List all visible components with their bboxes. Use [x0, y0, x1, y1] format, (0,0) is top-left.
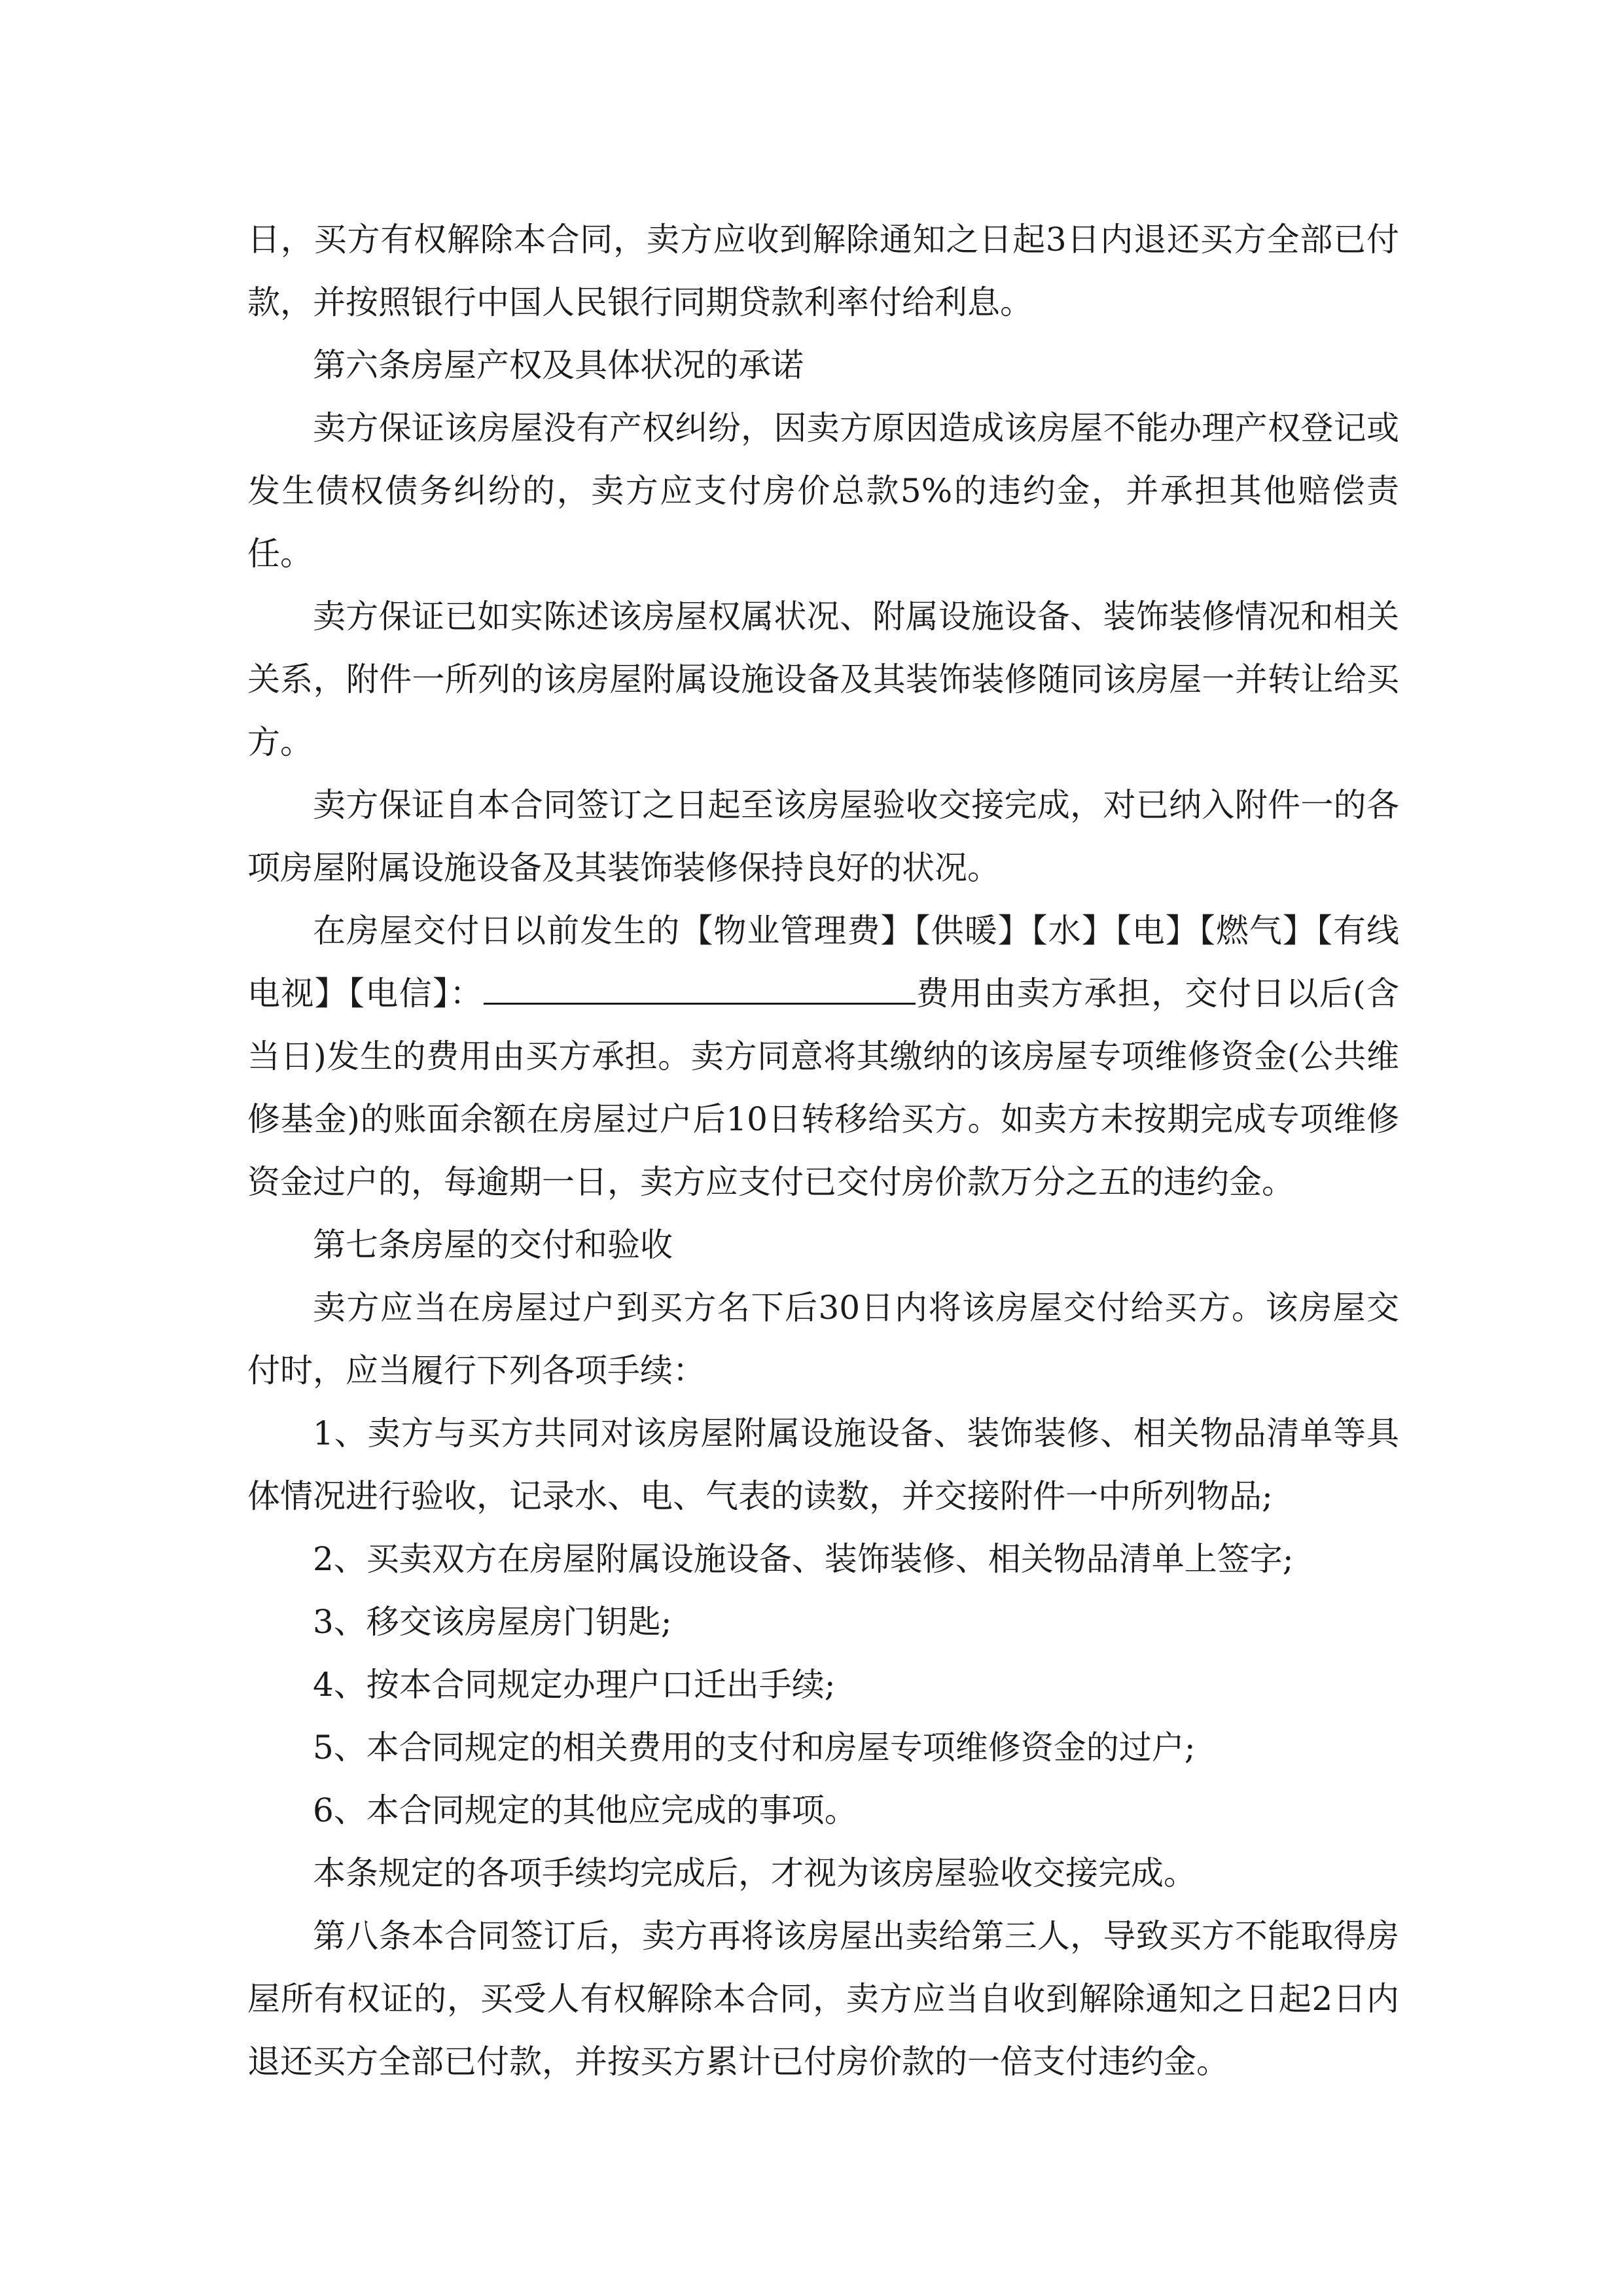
list-item-1: 1、卖方与买方共同对该房屋附属设施设备、装饰装修、相关物品清单等具体情况进行验收，记录水、电、气表的读数，并交接附件一中所列物品;: [247, 1414, 1399, 1515]
paragraph-delivery: 卖方应当在房屋过户到买方名下后30日内将该房屋交付给买方。该房屋交付时，应当履行下列各项手续：: [247, 1289, 1399, 1390]
paragraph-completion: 本条规定的各项手续均完成后，才视为该房屋验收交接完成。: [313, 1854, 1196, 1892]
article-8-paragraph: 第八条本合同签订后，卖方再将该房屋出卖给第三人，导致买方不能取得房屋所有权证的，买受人有权解除本合同，卖方应当自收到解除通知之日起2日内退还买方全部已付款，并按买方累计已付房价款的一倍支付违约金。: [247, 1917, 1399, 2081]
paragraph-ownership-statement: 卖方保证已如实陈述该房屋权属状况、附属设施设备、装饰装修情况和相关关系，附件一所列的该房屋附属设施设备及其装饰装修随同该房屋一并转让给买方。: [247, 598, 1399, 761]
list-item-2: 2、买卖双方在房屋附属设施设备、装饰装修、相关物品清单上签字;: [313, 1540, 1294, 1578]
list-item-6: 6、本合同规定的其他应完成的事项。: [313, 1791, 857, 1829]
fees-blank-line: [484, 974, 916, 1005]
article-7-heading: 第七条房屋的交付和验收: [313, 1226, 673, 1264]
paragraph-fees: [247, 899, 1399, 1213]
paragraph-maintenance-guarantee: 卖方保证自本合同签订之日起至该房屋验收交接完成，对已纳入附件一的各项房屋附属设施设备及其装饰装修保持良好的状况。: [247, 786, 1399, 887]
paragraph-payment-refund: 日，买方有权解除本合同，卖方应收到解除通知之日起3日内退还买方全部已付款，并按照银行中国人民银行同期贷款利率付给利息。: [247, 221, 1399, 321]
list-item-4: 4、按本合同规定办理户口迁出手续;: [313, 1666, 836, 1704]
list-item-3: 3、移交该房屋房门钥匙;: [313, 1603, 672, 1641]
list-item-5: 5、本合同规定的相关费用的支付和房屋专项维修资金的过户;: [313, 1729, 1196, 1767]
document-body: [247, 208, 1399, 2093]
article-6-heading: 第六条房屋产权及具体状况的承诺: [313, 346, 804, 384]
fees-text-before: 在房屋交付日以前发生的【物业管理费】【供暖】【水】【电】【燃气】【有线电视】【电信】：: [247, 912, 1399, 1013]
fees-text-after: 费用由卖方承担，交付日以后(含当日)发生的费用由买方承担。卖方同意将其缴纳的该房屋专项维修资金(公共维修基金)的账面余额在房屋过户后10日转移给买方。如卖方未按期完成专项维修资金过户的，每逾期一日，卖方应支付已交付房价款万分之五的违约金。: [247, 975, 1399, 1201]
paragraph-title-guarantee: 卖方保证该房屋没有产权纠纷，因卖方原因造成该房屋不能办理产权登记或发生债权债务纠纷的，卖方应支付房价总款5%的违约金，并承担其他赔偿责任。: [247, 409, 1399, 573]
